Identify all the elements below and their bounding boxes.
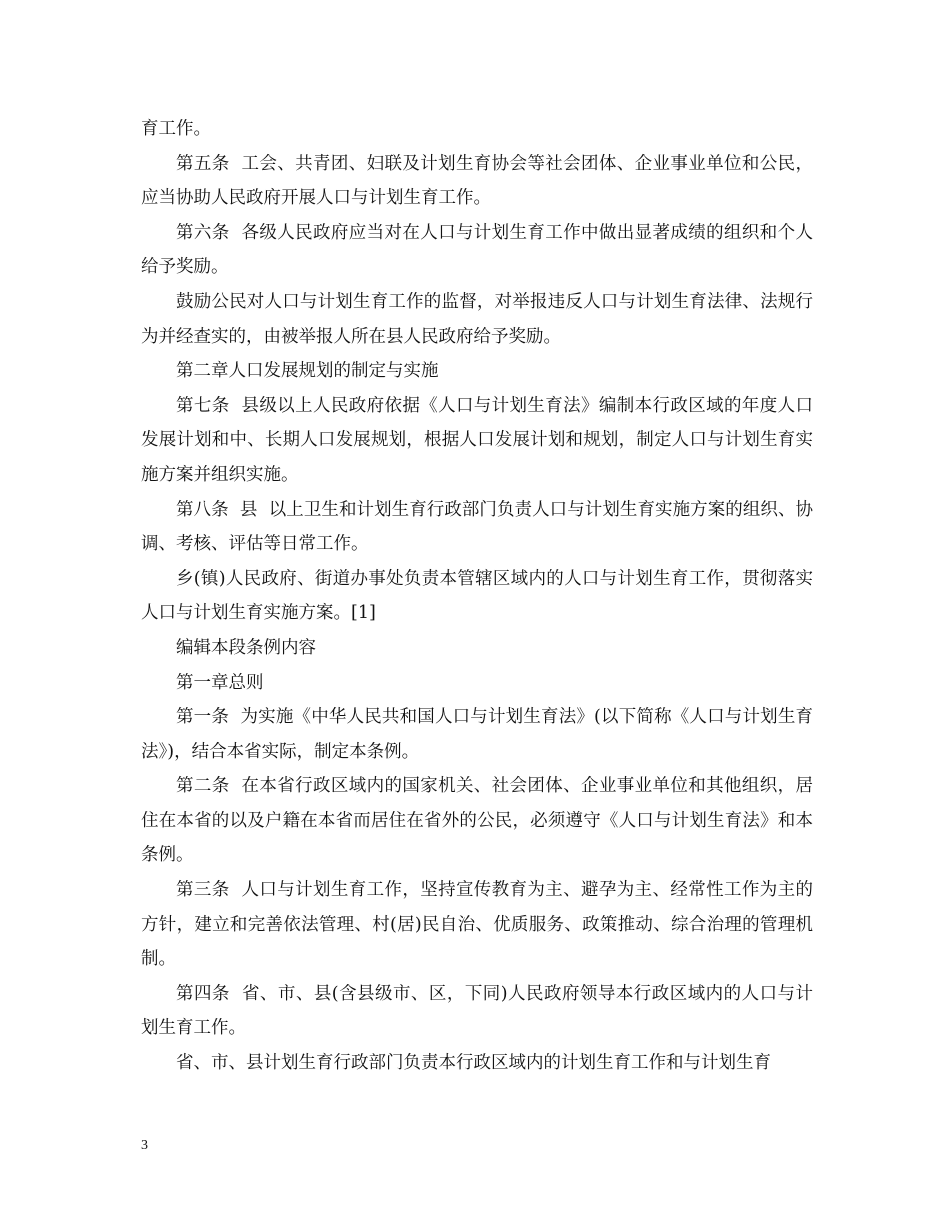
- paragraph: 第七条 县级以上人民政府依据《人口与计划生育法》编制本行政区域的年度人口发展计划和中、长期人口发展规划，根据人口发展计划和规划，制定人口与计划生育实施方案并组织实施。: [141, 395, 813, 485]
- paragraph: 第一条 为实施《中华人民共和国人口与计划生育法》(以下简称《人口与计划生育法》)，结合本省实际，制定本条例。: [141, 707, 813, 762]
- paragraph: 鼓励公民对人口与计划生育工作的监督，对举报违反人口与计划生育法律、法规行为并经查实的，由被举报人所在县人民政府给予奖励。: [141, 291, 813, 347]
- paragraph: 第八条 县 以上卫生和计划生育行政部门负责人口与计划生育实施方案的组织、协调、考核、评估等日常工作。: [141, 499, 813, 555]
- paragraph: 第二条 在本省行政区域内的国家机关、社会团体、企业事业单位和其他组织，居住在本省的以及户籍在本省而居住在省外的公民，必须遵守《人口与计划生育法》和本条例。: [141, 776, 813, 866]
- chapter-heading: 第二章人口发展规划的制定与实施: [176, 361, 439, 382]
- page-number: 3: [141, 1138, 148, 1153]
- section-heading: 编辑本段条例内容: [176, 637, 316, 658]
- paragraph: 第五条 工会、共青团、妇联及计划生育协会等社会团体、企业事业单位和公民，应当协助人民政府开展人口与计划生育工作。: [141, 153, 813, 209]
- paragraph: 育工作。: [141, 119, 211, 139]
- chapter-heading: 第一章总则: [176, 672, 264, 693]
- paragraph: 第三条 人口与计划生育工作，坚持宣传教育为主、避孕为主、经常性工作为主的方针，建立和完善依法管理、村(居)民自治、优质服务、政策推动、综合治理的管理机制。: [141, 880, 813, 970]
- document-body: [141, 112, 813, 1081]
- paragraph: 第六条 各级人民政府应当对在人口与计划生育工作中做出显著成绩的组织和个人给予奖励。: [141, 222, 813, 278]
- paragraph: 第四条 省、市、县(含县级市、区，下同)人民政府领导本行政区域内的人口与计划生育工作。: [141, 983, 813, 1039]
- paragraph: 乡(镇)人民政府、街道办事处负责本管辖区域内的人口与计划生育工作，贯彻落实人口与计划生育实施方案。[1]: [141, 568, 813, 624]
- paragraph: 省、市、县计划生育行政部门负责本行政区域内的计划生育工作和与计划生育: [176, 1053, 771, 1074]
